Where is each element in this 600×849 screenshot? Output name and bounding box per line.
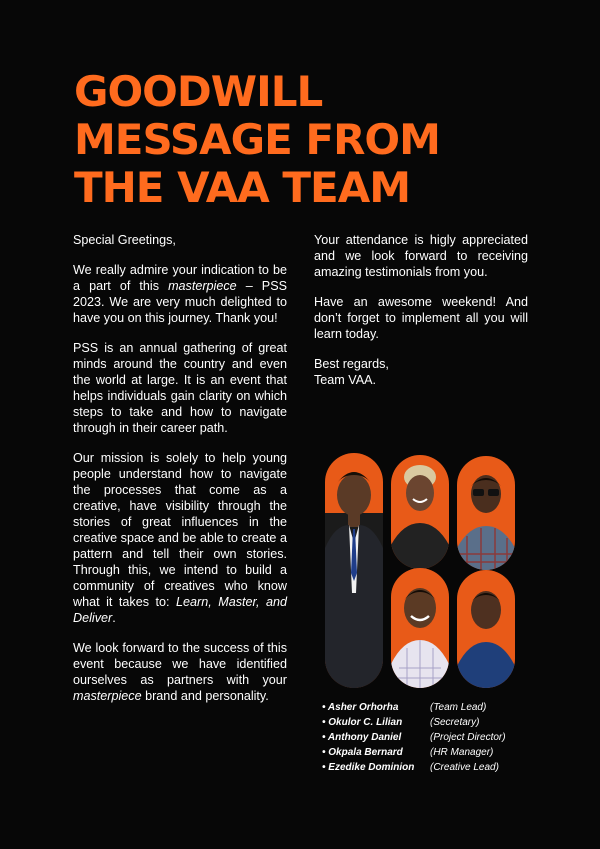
credit-name: • Ezedike Dominion bbox=[322, 762, 415, 773]
paragraph-mission bbox=[73, 450, 287, 626]
credit-row bbox=[322, 715, 552, 730]
signoff bbox=[314, 356, 528, 388]
credit-name: • Okpala Bernard bbox=[322, 747, 403, 758]
paragraph-mission-text-1: Our mission is solely to help young people understand how to navigate the processes that come as a creative, have visibility through the stories of great influences in the creative space and be able to create a pattern and tell their own stories. Through this, we intend to build a community of creatives who know what it takes to: bbox=[73, 451, 287, 609]
credit-name: • Okulor C. Lilian bbox=[322, 717, 403, 728]
team-photo-4 bbox=[391, 568, 449, 688]
team-photos bbox=[325, 453, 517, 688]
paragraph-admire-emphasis: masterpiece bbox=[168, 279, 237, 293]
paragraph-mission-emphasis: Learn, Master, and Deliver bbox=[73, 595, 288, 625]
team-photo-3 bbox=[457, 456, 515, 570]
credit-row bbox=[322, 745, 552, 760]
title-line-1: GOODWILL bbox=[74, 67, 323, 116]
left-column bbox=[73, 232, 287, 718]
paragraph-forward-text-1: We look forward to the success of this event because we have identified ourselves as partners with your bbox=[73, 641, 287, 687]
credit-name: • Anthony Daniel bbox=[322, 732, 402, 743]
title-line-2: MESSAGE FROM bbox=[74, 115, 440, 164]
paragraph-weekend: Have an awesome weekend! And don’t forget to implement all you will learn today. bbox=[314, 295, 528, 341]
signoff-text: Best regards, bbox=[314, 357, 389, 371]
page-title bbox=[74, 68, 544, 212]
credit-row bbox=[322, 730, 552, 745]
credit-name: • Asher Orhorha bbox=[322, 702, 399, 713]
greeting: Special Greetings, bbox=[73, 233, 176, 247]
team-photo-5 bbox=[457, 570, 515, 688]
paragraph-admire-text-2: – PSS 2023. We are very much delighted to have you on this journey. Thank you! bbox=[73, 279, 287, 325]
paragraph-forward-emphasis: masterpiece bbox=[73, 689, 142, 703]
credit-role: (Project Director) bbox=[430, 732, 506, 743]
paragraph-mission-text-2: . bbox=[112, 611, 116, 625]
credit-role: (Creative Lead) bbox=[430, 762, 499, 773]
signature: Team VAA. bbox=[314, 373, 377, 387]
team-credits bbox=[322, 700, 552, 775]
team-photo-2 bbox=[391, 455, 449, 569]
credit-role: (HR Manager) bbox=[430, 747, 494, 758]
right-column bbox=[314, 232, 528, 402]
paragraph-forward-text-2: brand and personality. bbox=[141, 689, 269, 703]
title-line-3: THE VAA TEAM bbox=[74, 163, 411, 212]
paragraph-admire bbox=[73, 262, 287, 326]
credit-row bbox=[322, 760, 552, 775]
paragraph-forward bbox=[73, 640, 287, 704]
paragraph-pss: PSS is an annual gathering of great minds around the country and even the world at large. It is an event that helps individuals gain clarity on which steps to take and how to navigate through in their career path. bbox=[73, 341, 287, 435]
credit-role: (Team Lead) bbox=[430, 702, 487, 713]
credit-row bbox=[322, 700, 552, 715]
team-photo-1 bbox=[325, 453, 383, 688]
paragraph-admire-text-1: We really admire your indication to be a part of this bbox=[73, 263, 287, 293]
paragraph-attendance: Your attendance is higly appreciated and we look forward to receiving amazing testimonials from you. bbox=[314, 233, 528, 279]
credit-role: (Secretary) bbox=[430, 717, 480, 728]
